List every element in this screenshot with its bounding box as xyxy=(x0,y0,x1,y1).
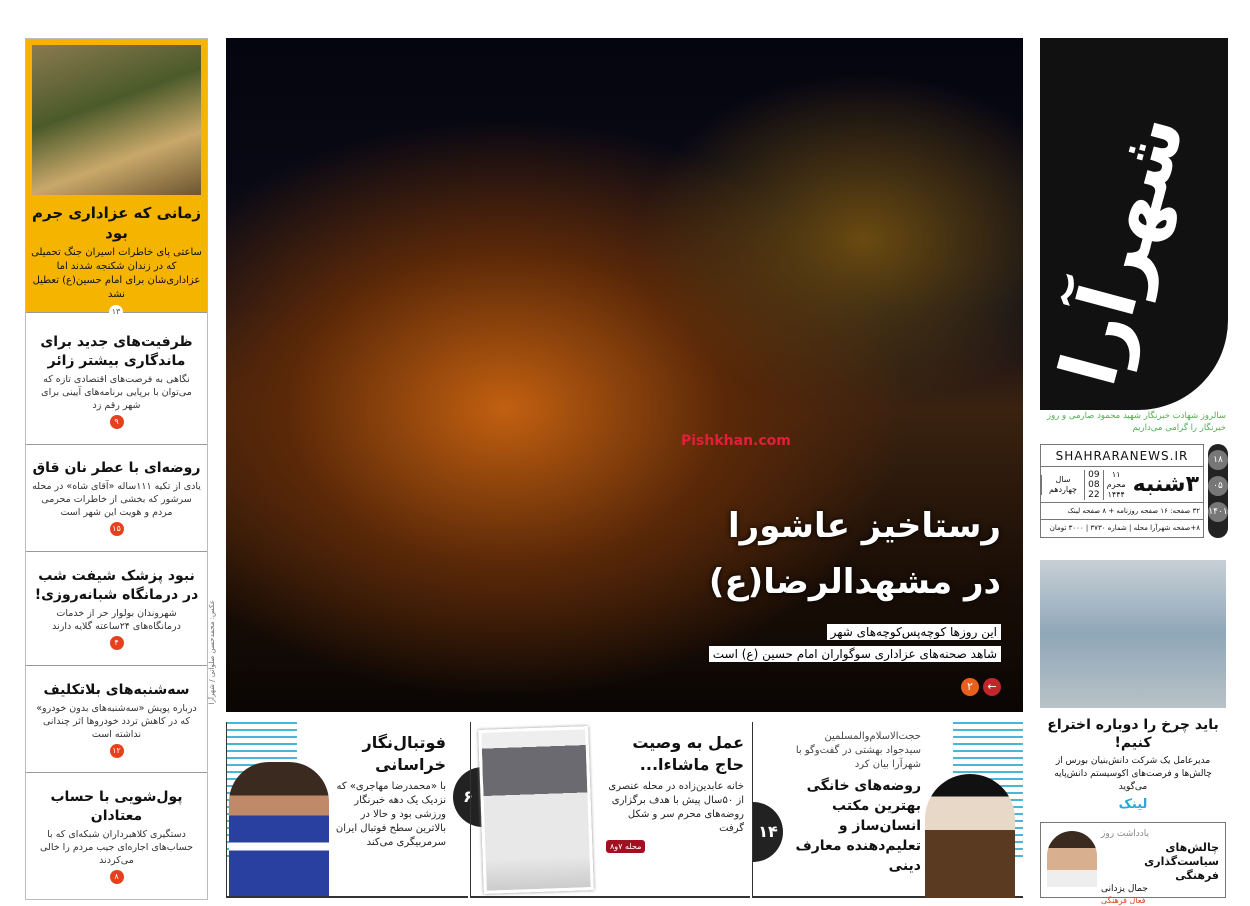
story-rowzeh[interactable] xyxy=(752,722,1023,898)
newspaper-logo: شهرآرا xyxy=(1040,38,1228,410)
page-count: ۳۲ صفحه: ۱۶ صفحه روزنامه + ۸ صفحه لینک xyxy=(1041,503,1203,520)
story-title[interactable]: باید چرخ را دوباره اختراع کنیم! xyxy=(1047,717,1219,751)
note-title: چالش‌های سیاست‌گذاری فرهنگی xyxy=(1144,841,1219,882)
magazine-cover xyxy=(478,726,594,894)
page-number: ۶ xyxy=(453,767,483,827)
page-number: ۲ xyxy=(961,678,979,696)
list-item[interactable] xyxy=(26,772,207,899)
watermark: Pishkhan.com xyxy=(681,433,791,449)
item-title: سه‌شنبه‌های بلاتکلیف xyxy=(43,681,190,698)
factory-photo xyxy=(1040,560,1226,708)
page-number: ۹ xyxy=(110,415,124,429)
story-summary: مدیرعامل یک شرکت دانش‌بنیان بورس از چالش‌ها و فرصت‌های اکوسیستم دانش‌پایه می‌گوید xyxy=(1054,756,1212,792)
feature-box[interactable] xyxy=(26,39,207,316)
feature-summary: ساعتی پای خاطرات اسیران جنگ تحمیلی که در زندان شکنجه شدند اما عزاداری‌شان برای امام حسین(ع) تعطیل نشد xyxy=(31,247,202,300)
list-item[interactable] xyxy=(26,551,207,665)
feature-photo xyxy=(32,45,201,195)
item-title: نبود پزشک شیفت شب در درمانگاه شبانه‌روزی! xyxy=(34,567,199,603)
story-title: روضه‌های خانگی بهترین مکتب انسان‌ساز و تعلیم‌دهنده معارف دینی xyxy=(795,778,921,874)
page-number: ۱۴ xyxy=(753,802,783,862)
photo-credit: عکس: محمدحسن صلواتی / شهرآرا xyxy=(208,600,216,705)
item-title: پول‌شویی با حساب معتادان xyxy=(50,789,183,825)
tribute-text: سالروز شهادت خبرنگار شهید محمود صارمی و روز خبرنگار را گرامی می‌داریم xyxy=(1047,411,1226,433)
section-badge: محله ۷و۸ xyxy=(606,840,645,853)
list-item[interactable] xyxy=(26,444,207,552)
story-kicker: حجت‌الاسلام‌والمسلمین سیدجواد بهشتی در گفت‌وگو با شهرآرا بیان کرد xyxy=(795,731,921,770)
story-summary: با «محمدرضا مهاجری» که نزدیک یک دهه خبرنگار ورزشی بود و حالا در بالاترین سطح فوتبال ایران سرمربیگری می‌کند xyxy=(335,781,446,848)
list-item[interactable] xyxy=(26,665,207,773)
website[interactable]: SHAHRARANEWS.IR xyxy=(1041,445,1203,467)
person-photo xyxy=(229,762,329,896)
issue-info: ۸+صفحه شهرآرا محله | شماره ۳۷۳۰ | ۳۰۰۰ تومان xyxy=(1049,524,1200,532)
author-photo xyxy=(1047,831,1097,887)
link-supplement-label[interactable]: لینک xyxy=(1118,797,1148,812)
page-number: ۴ xyxy=(110,636,124,650)
story-will[interactable] xyxy=(470,722,750,898)
list-item[interactable] xyxy=(26,312,207,444)
left-column xyxy=(25,38,208,900)
page-number: ۸ xyxy=(110,870,124,884)
story-title: عمل به وصیت حاج ماشاءا... xyxy=(632,733,744,774)
item-title: ظرفیت‌های جدید برای ماندگاری بیشتر زائر xyxy=(40,333,193,369)
item-summary: درباره پویش «سه‌شنبه‌های بدون خودرو» که در کاهش تردد خودروها اثر چندانی نداشته است xyxy=(36,702,197,740)
masthead: ۱۸ ۰۵ ۱۴۰۱ SHAHRARANEWS.IR ۳شنبه ۱۱ محرم ۱۴۴۴ 09 08 22 سال چهاردهم ۳۲ صفحه: ۱۶ صفحه روزنامه + ۸ صفحه لینک ۸+صفحه شهرآرا محله | شماره ۳۷۳۰ | ۳۰۰۰ تومان xyxy=(1040,444,1228,538)
author-role: فعال فرهنگی xyxy=(1101,896,1146,905)
page-number: ۱۲ xyxy=(110,744,124,758)
item-summary: یادی از تکیه ۱۱۱ساله «آقای شاه» در محله سرشور که بخشی از خاطرات محرمی مردم و هویت این شهر است xyxy=(32,481,201,519)
author-name: جمال یزدانی xyxy=(1101,884,1148,894)
item-title: روضه‌ای با عطر نان قاق xyxy=(32,460,201,477)
year-label: سال چهاردهم xyxy=(1041,475,1084,495)
page-number: ۱۵ xyxy=(110,522,124,536)
weekday: ۳شنبه xyxy=(1132,472,1199,497)
item-summary: دستگیری کلاهبرداران شبکه‌ای که با حساب‌های اجاره‌ای جیب مردم را خالی می‌کردند xyxy=(40,829,193,867)
item-summary: نگاهی به فرصت‌های اقتصادی تازه که می‌توان با برپایی برنامه‌های آیینی برای شهر رقم زد xyxy=(41,373,192,411)
story-summary: خانه عابدین‌زاده در محله عنصری از ۵۰سال پیش با هدف برگزاری روضه‌های محرم سر و شکل گرفت xyxy=(608,781,744,834)
story-title: فوتبال‌نگار خراسانی xyxy=(362,733,446,774)
person-photo xyxy=(925,774,1015,898)
main-headline: رستاخیز عاشورا در مشهدالرضا(ع) xyxy=(708,506,1001,602)
item-summary: شهروندان بولوار حر از خدمات درمانگاه‌های ۲۴ساعته گلایه دارند xyxy=(52,607,181,632)
gregorian-date: 09 08 22 xyxy=(1084,470,1103,500)
arrow-icon: ← xyxy=(983,678,1001,696)
feature-title: زمانی که عزاداری جرم بود xyxy=(32,204,201,242)
editorial-note[interactable] xyxy=(1040,822,1226,905)
main-subheadline: این روزها کوچه‌پس‌کوچه‌های شهر شاهد صحنه‌های عزاداری سوگواران امام حسین (ع) است xyxy=(709,621,1001,665)
page-number: ۱۳ xyxy=(109,305,123,319)
note-label: یادداشت روز xyxy=(1101,829,1150,839)
right-story xyxy=(1040,716,1226,905)
story-football[interactable] xyxy=(226,722,473,898)
main-story-photo[interactable] xyxy=(226,38,1023,712)
